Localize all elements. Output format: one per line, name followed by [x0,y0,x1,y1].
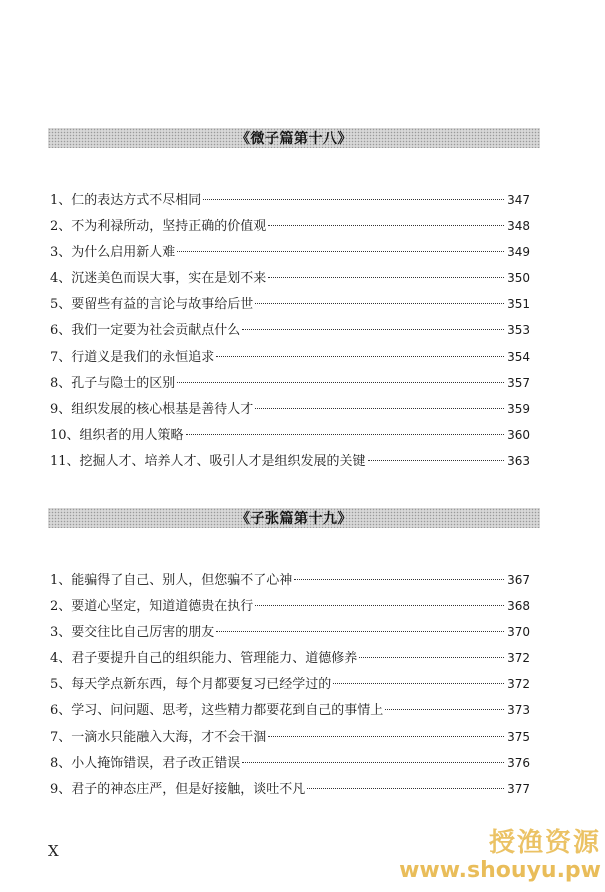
toc-entry-page: 354 [507,349,530,364]
toc-entry-page: 359 [507,401,530,416]
toc-entry-title: 君子要提升自己的组织能力、管理能力、道德修养 [71,651,358,667]
toc-entry-number: 8、 [50,375,72,391]
toc-entry-page: 347 [507,193,530,207]
toc-entry-page: 368 [507,599,530,614]
toc-entry[interactable] [50,753,530,779]
toc-entry[interactable] [50,399,530,425]
toc-entry[interactable] [50,779,530,805]
toc-entry-number: 6、 [50,323,72,339]
toc-entry-number: 4、 [50,271,72,287]
toc-entry[interactable] [50,674,530,700]
toc-entry-number: 5、 [50,297,72,313]
toc-entry-title: 行道义是我们的永恒追求 [71,349,215,365]
dot-leader [268,735,504,737]
toc-entry-number: 8、 [50,755,72,771]
dot-leader [268,276,504,278]
toc-entry-number: 2、 [50,599,72,615]
toc-entry-page: 350 [507,271,530,286]
toc-entry-number: 9、 [50,781,72,797]
dot-leader [307,787,504,789]
dot-leader [203,198,504,200]
toc-entry[interactable] [50,648,530,674]
toc-entry-number: 3、 [50,245,72,261]
dot-leader [177,250,504,252]
toc-entry-title: 不为利禄所动，坚持正确的价值观 [71,219,267,235]
toc-entry-number: 7、 [50,349,72,365]
dot-leader [294,578,504,580]
toc-entry-page: 372 [507,651,530,666]
toc-list-weizi [50,190,530,477]
toc-entry-title: 一滴水只能融入大海，才不会干涸 [71,729,267,745]
toc-entry-number: 3、 [50,625,72,641]
dot-leader [359,656,504,658]
section-title: 《子张篇第十九》 [236,511,352,527]
toc-entry-page: 348 [507,219,530,234]
toc-entry-number: 1、 [50,573,72,588]
toc-entry-page: 351 [507,297,530,312]
toc-entry-title: 要交往比自己厉害的朋友 [71,625,215,641]
watermark-url: www.shouyu.pw [399,858,601,883]
dot-leader [268,224,504,226]
toc-entry-page: 377 [507,781,530,796]
toc-entry-title: 要道心坚定，知道道德贵在执行 [71,599,254,615]
toc-entry-title: 仁的表达方式不尽相同 [71,193,202,208]
dot-leader [333,682,504,684]
dot-leader [177,381,504,383]
section-title: 《微子篇第十八》 [236,131,352,147]
page-folio: X [48,842,59,860]
toc-entry-page: 372 [507,677,530,692]
toc-entry-page: 357 [507,375,530,390]
toc-entry[interactable] [50,320,530,346]
toc-entry[interactable] [50,373,530,399]
toc-entry[interactable] [50,596,530,622]
dot-leader [216,630,504,632]
toc-entry-number: 1、 [50,193,72,208]
toc-entry[interactable] [50,216,530,242]
dot-leader [255,407,504,409]
dot-leader [242,761,504,763]
toc-entry-number: 4、 [50,651,72,667]
toc-entry-page: 376 [507,755,530,770]
toc-entry[interactable] [50,622,530,648]
toc-entry-title: 孔子与隐士的区别 [71,375,176,391]
toc-entry[interactable] [50,570,530,596]
toc-entry[interactable] [50,451,530,477]
toc-entry[interactable] [50,700,530,726]
toc-entry-title: 沉迷美色而误大事，实在是划不来 [71,271,267,287]
section-header-zizhang [48,508,540,528]
toc-entry-number: 5、 [50,677,72,693]
toc-entry-page: 363 [507,453,530,468]
watermark-logo [371,828,601,884]
toc-entry-title: 要留些有益的言论与故事给后世 [71,297,254,313]
toc-entry[interactable] [50,190,530,216]
toc-entry-title: 小人掩饰错误，君子改正错误 [71,755,241,771]
toc-entry-title: 每天学点新东西，每个月都要复习已经学过的 [71,677,332,693]
toc-entry-page: 370 [507,625,530,640]
toc-entry-number: 2、 [50,219,72,235]
toc-entry[interactable] [50,268,530,294]
toc-entry-page: 375 [507,729,530,744]
toc-entry-number: 10、 [50,427,80,443]
dot-leader [255,302,504,304]
toc-entry-title: 能骗得了自己、别人，但您骗不了心神 [71,573,293,588]
section-header-weizi [48,128,540,148]
toc-entry-title: 挖掘人才、培养人才、吸引人才是组织发展的关键 [79,453,366,469]
toc-entry-number: 7、 [50,729,72,745]
dot-leader [255,604,504,606]
dot-leader [186,433,505,435]
toc-list-zizhang [50,570,530,805]
toc-entry-title: 君子的神态庄严，但是好接触，谈吐不凡 [71,781,306,797]
toc-entry[interactable] [50,347,530,373]
dot-leader [385,708,504,710]
toc-entry-number: 9、 [50,401,72,417]
toc-entry[interactable] [50,425,530,451]
toc-entry-number: 11、 [50,453,80,469]
toc-entry[interactable] [50,242,530,268]
toc-entry-title: 组织发展的核心根基是善待人才 [71,401,254,417]
dot-leader [368,459,505,461]
toc-entry-page: 373 [507,703,530,718]
toc-entry-title: 我们一定要为社会贡献点什么 [71,323,241,339]
toc-entry-page: 353 [507,323,530,338]
toc-entry-page: 367 [507,573,530,587]
toc-entry-page: 349 [507,245,530,260]
toc-entry-title: 组织者的用人策略 [79,427,184,443]
dot-leader [242,328,504,330]
toc-entry-page: 360 [507,427,530,442]
dot-leader [216,355,504,357]
toc-entry-title: 学习、问问题、思考，这些精力都要花到自己的事情上 [71,703,384,719]
toc-entry[interactable] [50,294,530,320]
toc-entry-title: 为什么启用新人难 [71,245,176,261]
toc-entry-number: 6、 [50,703,72,719]
watermark-text: 授渔资源 [488,828,601,858]
toc-entry[interactable] [50,727,530,753]
